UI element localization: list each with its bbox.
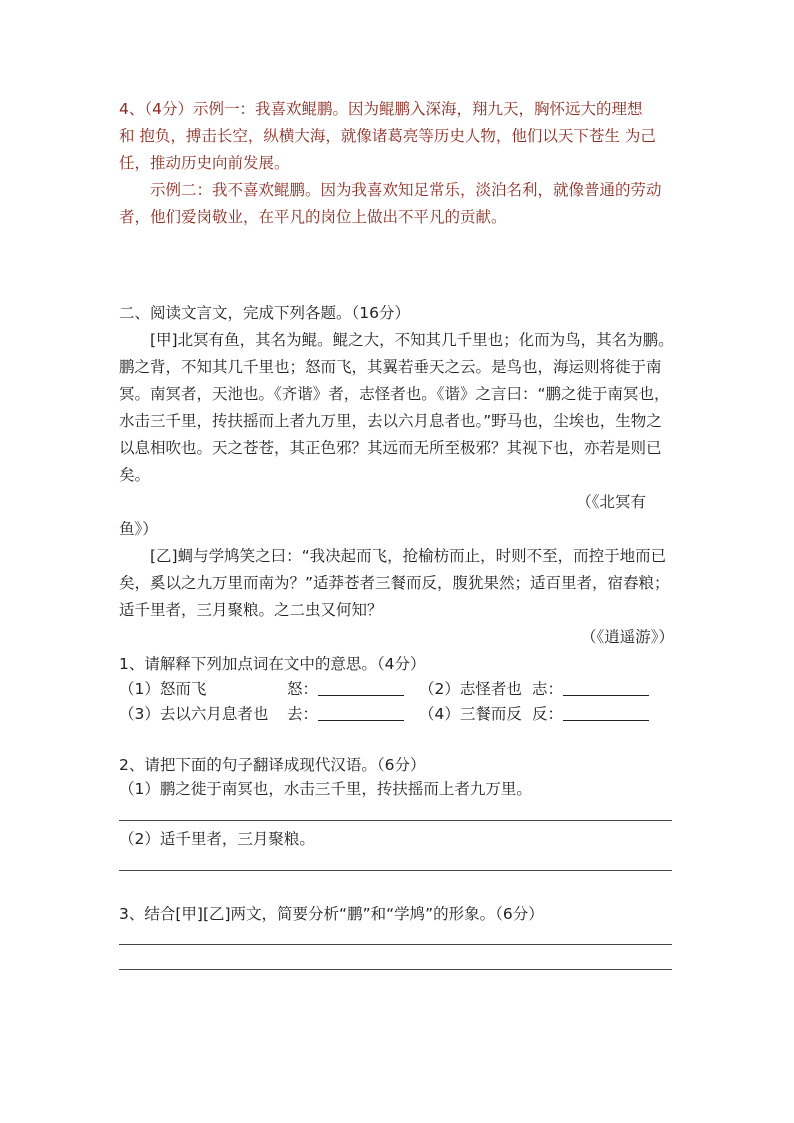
q1-row-1 bbox=[119, 677, 649, 701]
q1-item-1-word: 怒： bbox=[287, 680, 319, 698]
q2-sentence-1: （1）鹏之徙于南冥也，水击三千里，抟扶摇而上者九万里。 bbox=[119, 780, 532, 798]
passage-jia: [甲]北冥有鱼，其名为鲲。鲲之大，不知其几千里也；化而为鸟，其名为鹏。鹏之背，不知其几千里也；怒而飞，其翼若垂天之云。是鸟也，海运则将徙于南冥。南冥者，天池也。《齐谐》者，志怪者也。《谐》之言曰：“鹏之徙于南冥也，水击三千里，抟扶摇而上者九万里，去以六月息者也。”野马也，尘埃也，生物之以息相吹也。天之苍苍，其正色邪？其远而无所至极邪？其视下也，亦若是则已矣。 bbox=[119, 331, 674, 484]
q1-item-4-blank[interactable] bbox=[563, 704, 649, 721]
q3-title: 3、结合[甲][乙]两文，简要分析“鹏”和“学鸠”的形象。（6分） bbox=[119, 905, 544, 923]
q1-title: 1、请解释下列加点词在文中的意思。（4分） bbox=[119, 655, 426, 673]
answer-4 bbox=[119, 96, 674, 231]
q2-answer-line-1[interactable] bbox=[119, 820, 672, 821]
q1-item-4-phrase: （4）三餐而反 bbox=[418, 705, 522, 723]
q1-item-2-word: 志： bbox=[531, 680, 563, 698]
answer-4-line-1: 4、（4分）示例一：我喜欢鲲鹏。因为鲲鹏入深海，翔九天，胸怀远大的理想 bbox=[119, 100, 643, 118]
passage-jia-source: （《北冥有 bbox=[576, 493, 646, 511]
section-2-heading: 二、阅读文言文，完成下列各题。（16分） bbox=[119, 304, 410, 322]
answer-4-example-2: 示例二：我不喜欢鲲鹏。因为我喜欢知足常乐，淡泊名利，就像普通的劳动者，他们爱岗敬业，在平凡的岗位上做出不平凡的贡献。 bbox=[119, 181, 662, 226]
q2-sentence-2: （2）适千里者，三月聚粮。 bbox=[119, 830, 315, 848]
q2-title: 2、请把下面的句子翻译成现代汉语。（6分） bbox=[119, 756, 426, 774]
passage-yi: [乙]蜩与学鸠笑之曰：“我决起而飞，抢榆枋而止，时则不至，而控于地而已矣，奚以之九万里而南为？”适莽苍者三餐而反，腹犹果然；适百里者，宿舂粮；适千里者，三月聚粮。之二虫又何知？ bbox=[119, 547, 670, 619]
passage-yi-source: （《逍遥游》） bbox=[580, 628, 674, 646]
passage-jia-source-cont: 鱼》） bbox=[119, 520, 158, 538]
q1-item-3-blank[interactable] bbox=[318, 704, 404, 721]
q1-row-2 bbox=[119, 702, 649, 726]
q1-item-2-blank[interactable] bbox=[563, 679, 649, 696]
q1-item-3-word: 去： bbox=[287, 705, 319, 723]
q1-item-1-blank[interactable] bbox=[318, 679, 404, 696]
q3-answer-line-2[interactable] bbox=[119, 969, 672, 970]
section-2 bbox=[119, 300, 674, 651]
answer-4-line-3: 任，推动历史向前发展。 bbox=[119, 154, 290, 172]
answer-4-line-2: 和 抱负，搏击长空，纵横大海，就像诸葛亮等历史人物，他们以天下苍生 为己 bbox=[119, 127, 656, 145]
q3-answer-line-1[interactable] bbox=[119, 944, 672, 945]
q1-item-4-word: 反： bbox=[531, 705, 563, 723]
q1-item-3-phrase: （3）去以六月息者也 bbox=[119, 705, 269, 723]
q2-answer-line-2[interactable] bbox=[119, 870, 672, 871]
q1-item-1-phrase: （1）怒而飞 bbox=[119, 680, 207, 698]
q1-item-2-phrase: （2）志怪者也 bbox=[418, 680, 522, 698]
